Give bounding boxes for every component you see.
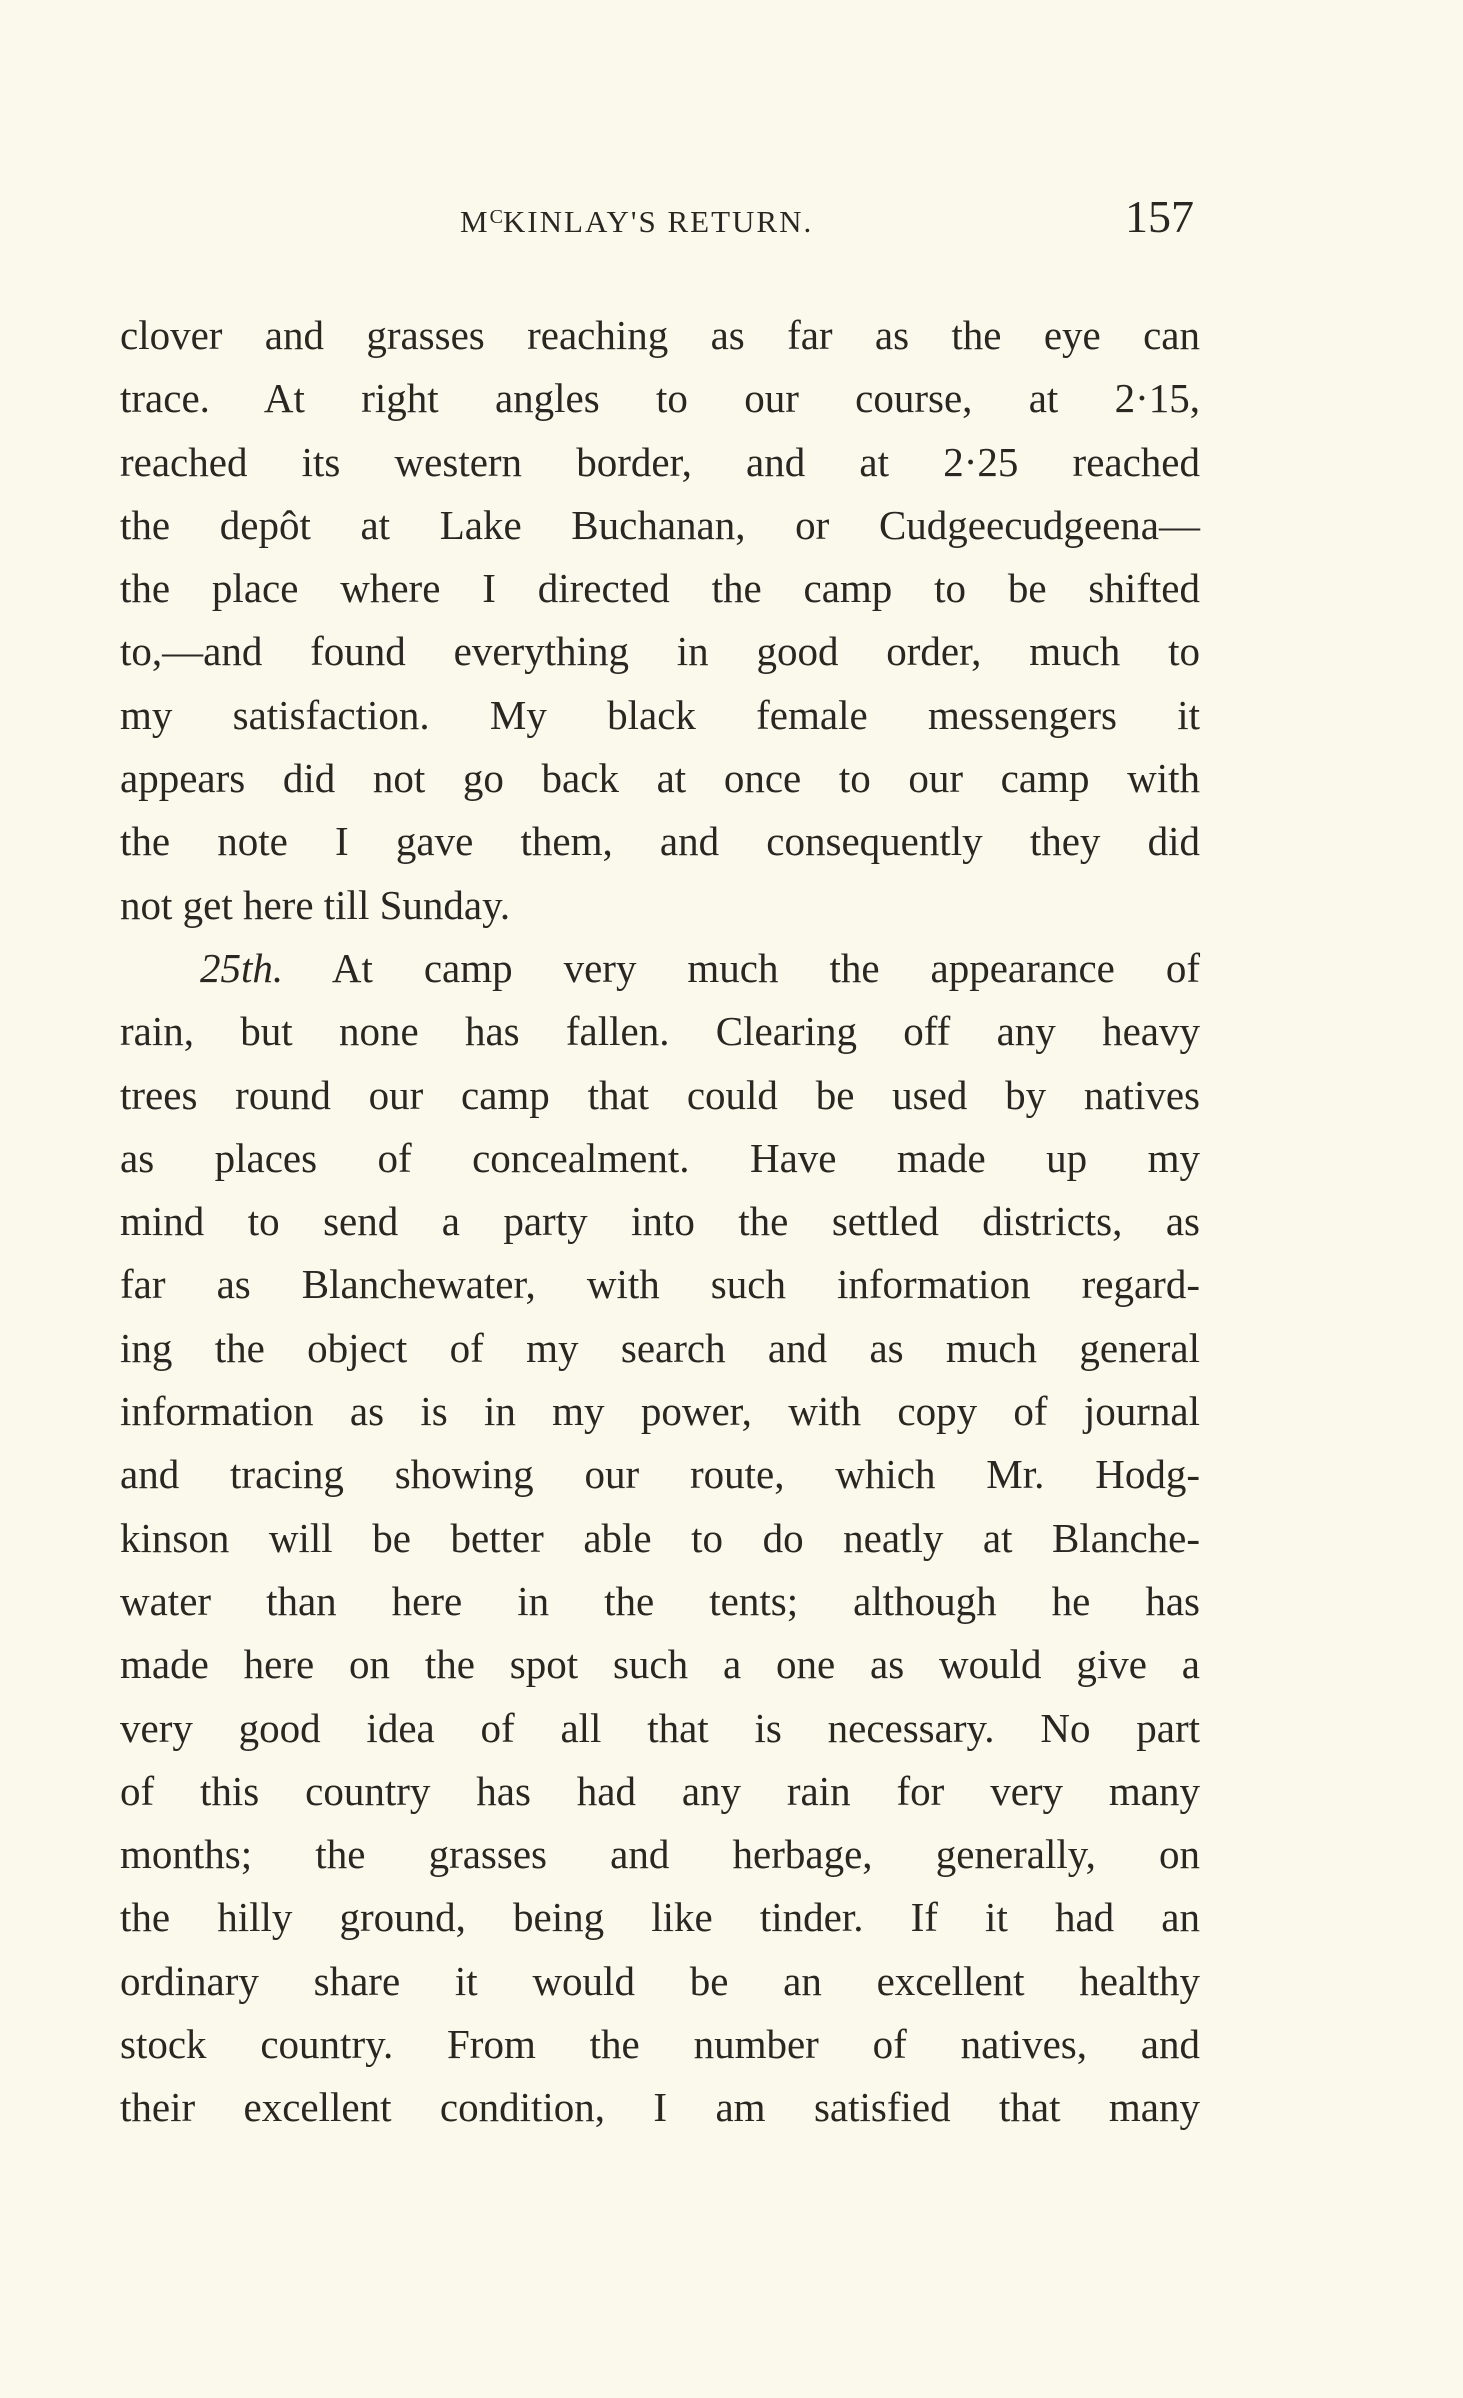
text-line: the place where I directed the camp to be shifted — [120, 565, 1200, 612]
text-line: made here on the spot such a one as would give a — [120, 1641, 1200, 1688]
text-line: months; the grasses and herbage, generally, on — [120, 1831, 1200, 1878]
text-line: and tracing showing our route, which Mr. Hodg- — [120, 1451, 1200, 1498]
text-line: the note I gave them, and consequently they did — [120, 818, 1200, 865]
text-line: the depôt at Lake Buchanan, or Cudgeecudgeena— — [120, 501, 1200, 548]
text-line: the hilly ground, being like tinder. If it had an — [120, 1894, 1200, 1941]
text-line: as places of concealment. Have made up my — [120, 1134, 1200, 1181]
running-title-superscript: C — [489, 206, 503, 228]
text-line: rain, but none has fallen. Clearing off any heavy — [120, 1008, 1200, 1055]
journal-entry-first-line — [120, 937, 1200, 1000]
page-number: 157 — [1125, 191, 1194, 242]
text-line: far as Blanchewater, with such information regard- — [120, 1261, 1200, 1308]
text-line: water than here in the tents; although he has — [120, 1577, 1200, 1624]
text-line: very good idea of all that is necessary. No part — [120, 1704, 1200, 1751]
text-line: ing the object of my search and as much general — [120, 1324, 1200, 1371]
text-line: trace. At right angles to our course, at 2·15, — [120, 375, 1200, 422]
text-line: reached its western border, and at 2·25 reached — [120, 438, 1200, 485]
text-line: information as is in my power, with copy of journal — [120, 1388, 1200, 1435]
running-title-prefix: M — [460, 204, 490, 239]
text-line: my satisfaction. My black female messengers it — [120, 691, 1200, 738]
text-line: to,—and found everything in good order, much to — [120, 628, 1200, 675]
text-line: appears did not go back at once to our camp with — [120, 755, 1200, 802]
text-line: stock country. From the number of natives, and — [120, 2021, 1200, 2068]
text-line: mind to send a party into the settled districts, as — [120, 1198, 1200, 1245]
entry-first-line-text: At camp very much the appearance of — [283, 944, 1200, 991]
body-text — [120, 304, 1200, 2140]
text-line: clover and grasses reaching as far as the eye can — [120, 312, 1200, 358]
text-line: trees round our camp that could be used by natives — [120, 1071, 1200, 1118]
entry-date: 25th. — [200, 944, 284, 991]
text-line: of this country has had any rain for very many — [120, 1767, 1200, 1814]
running-title-rest: KINLAY'S RETURN. — [502, 204, 814, 239]
running-title — [460, 204, 813, 240]
text-line: ordinary share it would be an excellent healthy — [120, 1957, 1200, 2004]
running-head — [120, 190, 1194, 250]
text-line: their excellent condition, I am satisfied that many — [120, 2084, 1200, 2131]
text-line: not get here till Sunday. — [120, 881, 511, 928]
text-line: kinson will be better able to do neatly at Blanche- — [120, 1514, 1200, 1561]
